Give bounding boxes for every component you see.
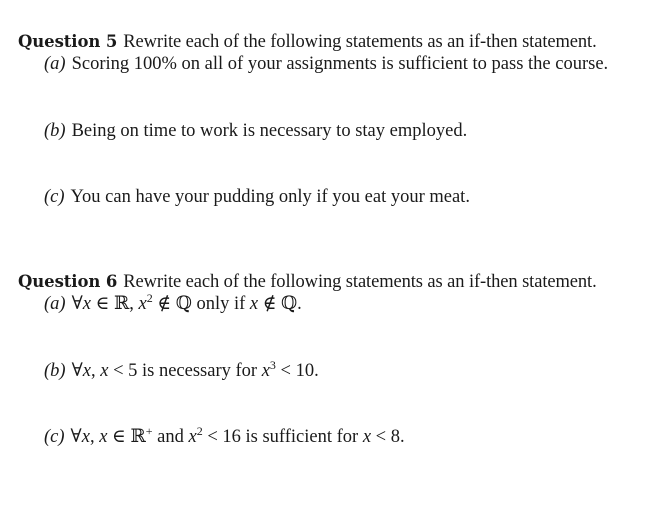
math-var: x: [81, 427, 90, 447]
item-label: (c): [44, 427, 65, 447]
math-var: x: [249, 294, 259, 314]
question-6-item-a: [44, 290, 302, 315]
math-text: < 16 is sufficient for: [202, 427, 363, 447]
item-text: [70, 423, 405, 447]
math-text: ,: [89, 427, 100, 447]
question-6-header: [18, 271, 597, 293]
math-var: x: [99, 427, 108, 447]
item-label: (a): [44, 54, 66, 74]
math-forall: ∀: [71, 361, 83, 381]
math-exponent: 3: [269, 357, 276, 372]
math-text: and: [152, 427, 189, 447]
math-text: < 5 is necessary for: [108, 361, 262, 381]
question-6-item-b: [44, 357, 319, 382]
math-var: x: [82, 294, 91, 314]
math-forall: ∀: [70, 427, 82, 447]
item-label: (c): [44, 187, 65, 207]
math-exponent: +: [145, 423, 153, 438]
item-text: [71, 290, 302, 314]
math-text: ∈ ℝ,: [90, 294, 139, 314]
math-var: x: [138, 294, 147, 314]
question-5-item-c: [44, 186, 470, 208]
question-5-header: [18, 31, 597, 53]
math-var: x: [188, 427, 197, 447]
math-var: x: [362, 427, 372, 447]
math-exponent: 2: [146, 290, 153, 305]
item-label: (b): [44, 361, 66, 381]
math-exponent: 2: [196, 423, 203, 438]
math-text: ∈ ℝ: [107, 427, 146, 447]
math-text: ∉ ℚ.: [258, 294, 302, 314]
math-forall: ∀: [71, 294, 83, 314]
item-label: (a): [44, 294, 66, 314]
item-label: (b): [44, 121, 66, 141]
math-var: x: [261, 361, 270, 381]
item-text: [71, 357, 319, 381]
math-text: < 8.: [371, 427, 405, 447]
question-5-item-a: [44, 53, 608, 75]
question-6-prompt: Rewrite each of the following statements as an if-then statement.: [123, 272, 597, 292]
math-var: x: [100, 361, 109, 381]
question-5-prompt: Rewrite each of the following statements as an if-then statement.: [123, 32, 597, 52]
question-5-label: Question 5: [18, 32, 118, 51]
math-text: ∉ ℚ only if: [152, 294, 250, 314]
question-6-label: Question 6: [18, 272, 118, 291]
item-text: You can have your pudding only if you eat your meat.: [70, 187, 470, 207]
item-text: Being on time to work is necessary to stay employed.: [71, 121, 468, 141]
question-6-item-c: [44, 423, 405, 448]
math-text: ,: [90, 361, 101, 381]
math-text: < 10.: [275, 361, 319, 381]
item-text: Scoring 100% on all of your assignments is sufficient to pass the course.: [71, 54, 609, 74]
math-var: x: [82, 361, 91, 381]
question-5-item-b: [44, 120, 467, 142]
